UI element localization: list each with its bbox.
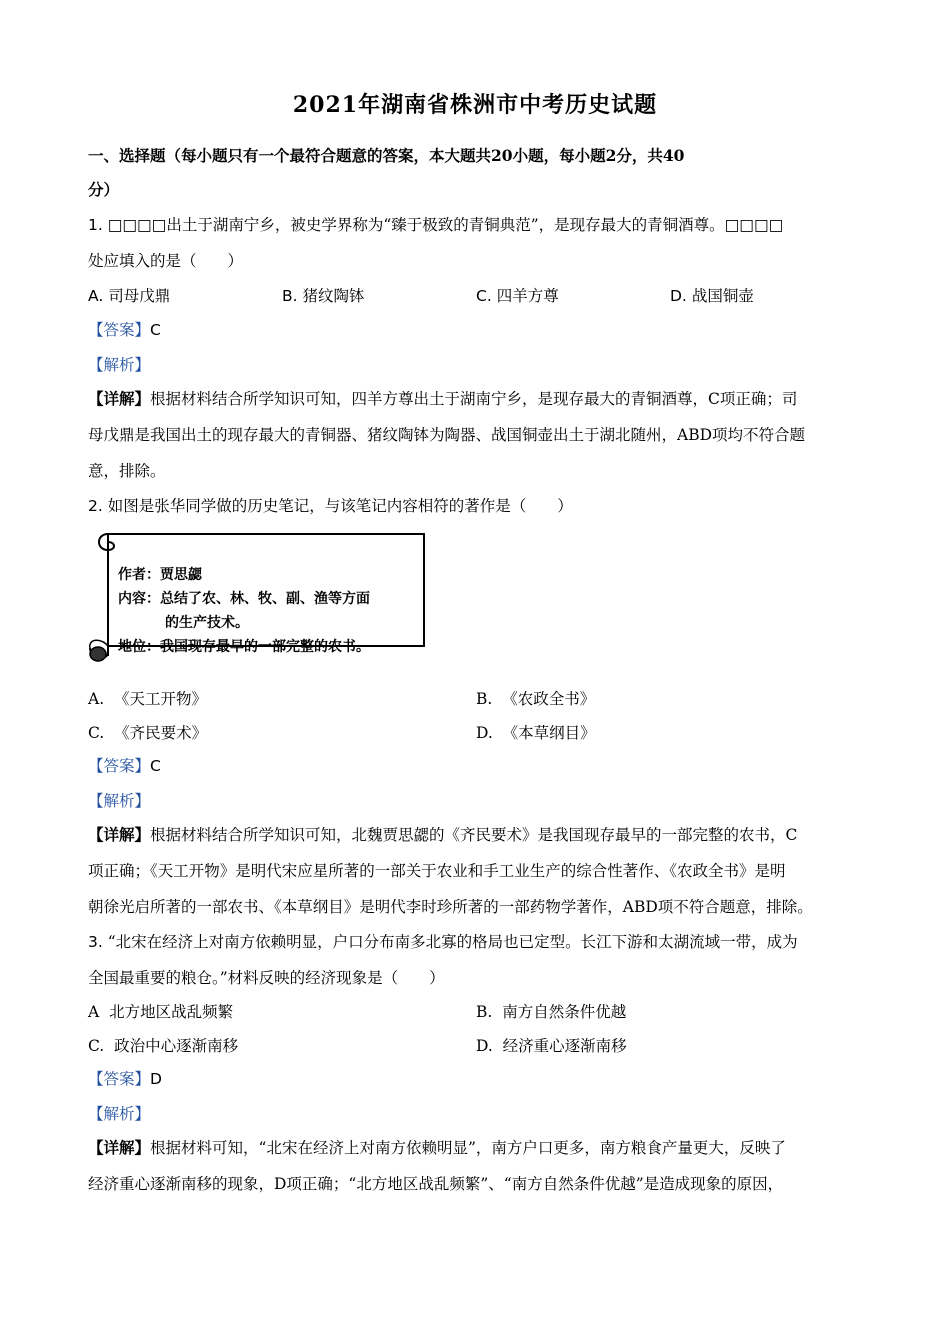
q3-detail: 【详解】根据材料可知，“北宋在经济上对南方依赖明显”，南方户口更多，南方粮食产量更大，反映了 — [88, 1138, 786, 1157]
note-author: 作者：贾思勰 — [118, 567, 202, 583]
q3-stem-line1: “北宋在经济上对南方依赖明显，户口分布南多北寡的格局也已定型。长江下游和太湖流域一带，成为 — [107, 933, 798, 951]
q2-detail-line2: 项正确；《天工开物》是明代宋应星所著的一部关于农业和手工业生产的综合性著作、《农政全书》是明 — [88, 862, 786, 880]
q2-option-d: D. 《本草纲目》 — [476, 724, 596, 742]
section-heading-cont: 分） — [88, 180, 120, 199]
q1-option-c: C. 四羊方尊 — [476, 287, 559, 305]
q2-detail: 【详解】根据材料结合所学知识可知，北魏贾思勰的《齐民要术》是我国现存最早的一部完整的农书，C — [88, 825, 798, 844]
q3-option-d: D. 经济重心逐渐南移 — [476, 1037, 627, 1055]
q2-number: 2. — [88, 497, 103, 515]
q3-option-a: A 北方地区战乱频繁 — [88, 1003, 234, 1021]
q1-analysis-label: 【解析】 — [88, 356, 151, 374]
q2-option-a: A. 《天工开物》 — [88, 690, 207, 708]
q1-stem — [88, 215, 783, 235]
q1-answer: 【答案】C — [88, 321, 161, 339]
q2-answer: 【答案】C — [88, 757, 161, 775]
q2-detail-line3: 朝徐光启所著的一部农书、《本草纲目》是明代李时珍所著的一部药物学著作，ABD项不符合题意，排除。 — [88, 898, 813, 916]
q3-detail-line2: 经济重心逐渐南移的现象，D项正确；“北方地区战乱频繁”、“南方自然条件优越”是造成现象的原因， — [88, 1175, 784, 1193]
note-content: 内容：总结了农、林、牧、副、渔等方面 — [118, 591, 370, 607]
note-status: 地位：我国现存最早的一部完整的农书。 — [118, 639, 370, 655]
q1-number: 1. — [88, 216, 103, 234]
note-content-line2: 的生产技术。 — [165, 615, 249, 631]
q3-stem — [88, 932, 798, 952]
q1-detail-line3: 意，排除。 — [88, 462, 166, 480]
q1-detail: 【详解】根据材料结合所学知识可知，四羊方尊出土于湖南宁乡，是现存最大的青铜酒尊，C项正确；司 — [88, 389, 798, 408]
q3-option-b: B. 南方自然条件优越 — [476, 1003, 627, 1021]
q2-analysis-label: 【解析】 — [88, 792, 151, 810]
q3-analysis-label: 【解析】 — [88, 1105, 151, 1123]
q2-stem-line1: 如图是张华同学做的历史笔记，与该笔记内容相符的著作是（ ） — [107, 497, 573, 515]
q2-option-c: C. 《齐民要术》 — [88, 724, 208, 742]
q1-stem-line2: 处应填入的是（ ） — [88, 252, 244, 270]
q3-number: 3. — [88, 933, 103, 951]
q3-option-c: C. 政治中心逐渐南移 — [88, 1037, 239, 1055]
q1-option-d: D. 战国铜壶 — [670, 287, 754, 305]
q2-option-b: B. 《农政全书》 — [476, 690, 596, 708]
q1-detail-line2: 母戊鼎是我国出土的现存最大的青铜器、猪纹陶钵为陶器、战国铜壶出土于湖北随州，ABD项均不符合题 — [88, 426, 806, 444]
q1-option-b: B. 猪纹陶钵 — [282, 287, 365, 305]
q3-stem-line2: 全国最重要的粮仓。”材料反映的经济现象是（ ） — [88, 969, 445, 987]
section-heading: 一、选择题（每小题只有一个最符合题意的答案，本大题共20小题，每小题2分，共40 — [88, 146, 685, 165]
q1-option-a: A. 司母戊鼎 — [88, 287, 171, 305]
history-note-scroll — [84, 528, 434, 668]
q3-answer: 【答案】D — [88, 1070, 162, 1088]
q2-stem — [88, 496, 573, 516]
page-title: 2021年湖南省株洲市中考历史试题 — [292, 92, 658, 118]
q1-stem-line1: □□□□出土于湖南宁乡，被史学界称为“臻于极致的青铜典范”，是现存最大的青铜酒尊。□□□□ — [107, 216, 784, 234]
